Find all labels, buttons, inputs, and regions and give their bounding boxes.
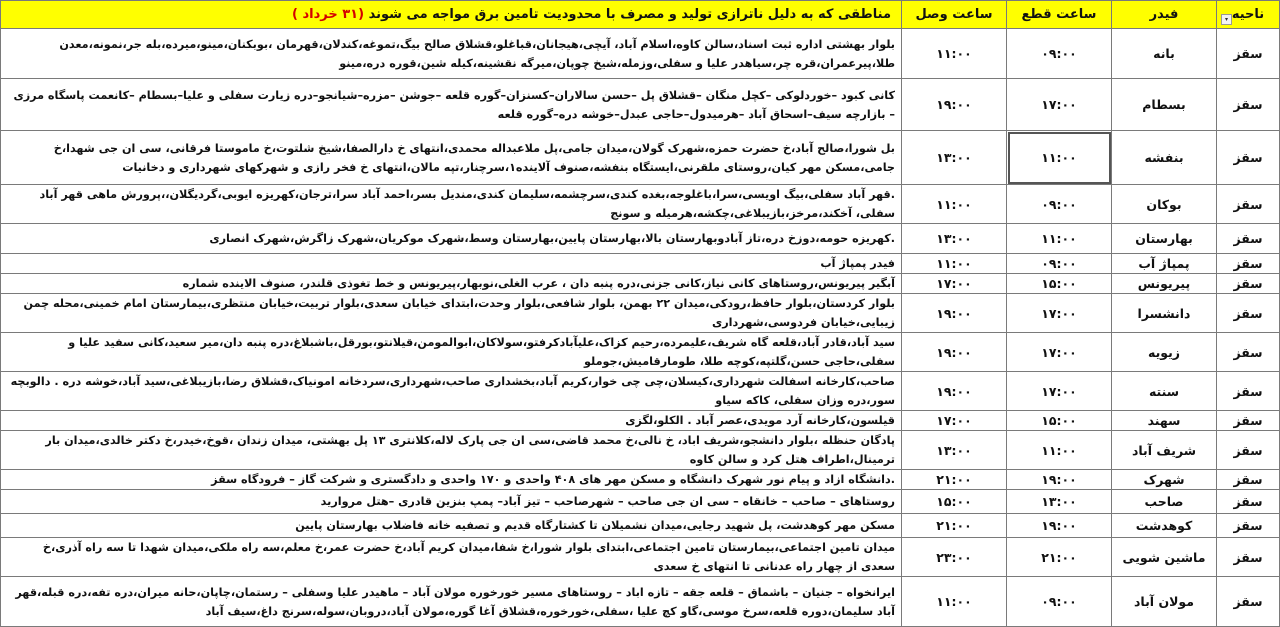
cell-feeder[interactable]: صاحب: [1112, 490, 1217, 514]
cell-feeder[interactable]: کوهدشت: [1112, 514, 1217, 538]
cell-cut-time[interactable]: ۱۵:۰۰: [1007, 274, 1112, 294]
cell-feeder[interactable]: شریف آباد: [1112, 431, 1217, 470]
cell-connect-time[interactable]: ۲۱:۰۰: [902, 470, 1007, 490]
cell-areas[interactable]: سید آباد،قادر آباد،قلعه گاه شریف،علیمرده،رحیم کزاک،علیآبادکرفتو،سولاکان،ابوالمومن،قیلانتو،بورقل،باشبلاغ،دره پنبه دان،میر سعید،کانی سفید علیا و سفلی،حاجی حسن،گلتپه،کوچه طلا، طومارقامیش،جوملو: [1, 333, 902, 372]
cell-cut-time[interactable]: ۱۱:۰۰: [1007, 431, 1112, 470]
cell-region[interactable]: سقز: [1217, 372, 1280, 411]
cell-areas[interactable]: قیلسون،کارخانه آرد مویدی،عصر آباد . الکلو،لگزی: [1, 411, 902, 431]
header-areas-date: (۳۱ خرداد ): [291, 7, 365, 22]
cell-areas[interactable]: مسکن مهر کوهدشت، پل شهید رجایی،میدان نشمیلان تا کشتارگاه قدیم و تصفیه خانه فاضلاب بهارستان پایین: [1, 514, 902, 538]
cell-region[interactable]: سقز: [1217, 254, 1280, 274]
cell-region[interactable]: سقز: [1217, 514, 1280, 538]
cell-region[interactable]: سقز: [1217, 131, 1280, 185]
cell-cut-time[interactable]: ۱۷:۰۰: [1007, 79, 1112, 131]
cell-areas[interactable]: آبگیر پیریونس،روستاهای کانی نیاز،کانی جزنی،دره پنبه دان ، عرب الغلی،نوبهار،پیریونس و خط تغوذی قلندر، صنوف الاینده شماره: [1, 274, 902, 294]
cell-connect-time[interactable]: ۱۹:۰۰: [902, 294, 1007, 333]
cell-cut-time[interactable]: ۱۹:۰۰: [1007, 470, 1112, 490]
table-row: [1, 254, 1280, 274]
table-row: [1, 490, 1280, 514]
cell-region[interactable]: سقز: [1217, 490, 1280, 514]
cell-cut-time[interactable]: ۲۱:۰۰: [1007, 538, 1112, 577]
cell-feeder[interactable]: بانه: [1112, 29, 1217, 79]
table-row: [1, 333, 1280, 372]
cell-areas[interactable]: .دانشگاه ازاد و پیام نور شهرک دانشگاه و مسکن مهر های ۴۰۸ واحدی و ۱۷۰ واحدی و دادگستری و شرکت گاز – فرودگاه سقز: [1, 470, 902, 490]
table-row: [1, 372, 1280, 411]
cell-feeder[interactable]: بوکان: [1112, 185, 1217, 224]
cell-areas[interactable]: میدان تامین اجتماعی،بیمارستان تامین اجتماعی،ابتدای بلوار شورا،خ شفا،میدان کریم آباد،خ حضرت عمر،خ معلم،سه راه ملکی،میدان شهدا تا سه راه آذری،خ سعدی از چهار راه عدنانی تا انتهای خ سعدی: [1, 538, 902, 577]
table-row: [1, 274, 1280, 294]
cell-areas[interactable]: بلوار کردستان،بلوار حافظ،رودکی،میدان ۲۲ بهمن، بلوار شافعی،بلوار وحدت،ابتدای خیابان سعدی،بلوار تربیت،خیابان منتظری،بیمارستان امام خمینی،محله چمن زیبایی،خیابان فردوسی،شهرداری: [1, 294, 902, 333]
cell-cut-time[interactable]: ۰۹:۰۰: [1007, 577, 1112, 627]
cell-region[interactable]: سقز: [1217, 274, 1280, 294]
header-cut-time[interactable]: ساعت قطع: [1007, 1, 1112, 29]
cell-region[interactable]: سقز: [1217, 538, 1280, 577]
cell-region[interactable]: سقز: [1217, 79, 1280, 131]
cell-areas[interactable]: ایرانخواه – جنیان – باشماق – قلعه جقه – تازه اباد – روستاهای مسیر خورخوره مولان آباد – ماهیدر علیا وسفلی – رستمان،چاپان،حانه میران،دره تفه،دره قبله،قهر آباد سلیمان،دوره قلعه،سرخ موسی،گاو کچ علیا ،سفلی،خورخوره،قشلاق آغا گوره،مولان آباد،دروبان،سوله،سرنج داغ،سیف آباد: [1, 577, 902, 627]
header-areas[interactable]: [1, 1, 902, 29]
cell-cut-time[interactable]: ۱۹:۰۰: [1007, 514, 1112, 538]
cell-region[interactable]: سقز: [1217, 333, 1280, 372]
cell-feeder[interactable]: بنفشه: [1112, 131, 1217, 185]
cell-areas[interactable]: روستاهای – صاحب – خانقاه – سی ان جی صاحب – شهرصاحب – تیز آباد– پمپ بنزین قادری –هتل مروارید: [1, 490, 902, 514]
cell-connect-time[interactable]: ۱۳:۰۰: [902, 131, 1007, 185]
cell-feeder[interactable]: زیویه: [1112, 333, 1217, 372]
cell-connect-time[interactable]: ۲۳:۰۰: [902, 538, 1007, 577]
cell-feeder[interactable]: پمپاژ آب: [1112, 254, 1217, 274]
cell-connect-time[interactable]: ۱۹:۰۰: [902, 333, 1007, 372]
cell-areas[interactable]: .قهر آباد سفلی،بیگ اویسی،سرا،باغلوجه،بغده کندی،سرچشمه،سلیمان کندی،مندیل بسر،احمد آباد سرا،ترجان،کهریزه ایوبی،گردیگلان،،پرورش ماهی قهر آباد سفلی، آخکند،مرخز،بازیبلاغی،چکشه،هرمیله و سونج: [1, 185, 902, 224]
cell-connect-time[interactable]: ۱۷:۰۰: [902, 274, 1007, 294]
cell-connect-time[interactable]: ۱۱:۰۰: [902, 254, 1007, 274]
cell-cut-time[interactable]: ۱۷:۰۰: [1007, 333, 1112, 372]
cell-cut-time[interactable]: ۱۱:۰۰: [1007, 131, 1112, 185]
cell-cut-time[interactable]: ۱۷:۰۰: [1007, 294, 1112, 333]
cell-connect-time[interactable]: ۱۱:۰۰: [902, 185, 1007, 224]
cell-region[interactable]: سقز: [1217, 224, 1280, 254]
cell-region[interactable]: سقز: [1217, 29, 1280, 79]
header-areas-title: مناطقی که به دلیل ناترازی تولید و مصرف با محدودیت تامین برق مواجه می شوند: [368, 7, 891, 22]
table-row: [1, 431, 1280, 470]
cell-connect-time[interactable]: ۱۹:۰۰: [902, 372, 1007, 411]
table-row: [1, 470, 1280, 490]
cell-areas[interactable]: بلوار بهشتی اداره ثبت اسناد،سالن کاوه،اسلام آباد، آیچی،هیجانان،قباغلو،قشلاق صالح بیگ،تموغه،کندلان،قهرمان ،بوبکنان،مینو،میرده،بله جر،نمونه،معدن طلا،پیرعمران،قره چر،سیاهدر علیا و سفلی،وزمله،شیخ چوپان،میرگه نقشینه،کیله شین،قوره دره،مینو: [1, 29, 902, 79]
cell-feeder[interactable]: سنته: [1112, 372, 1217, 411]
cell-region[interactable]: سقز: [1217, 411, 1280, 431]
cell-feeder[interactable]: بسطام: [1112, 79, 1217, 131]
cell-connect-time[interactable]: ۱۹:۰۰: [902, 79, 1007, 131]
cell-connect-time[interactable]: ۱۳:۰۰: [902, 224, 1007, 254]
table-row: [1, 577, 1280, 627]
table-row: [1, 79, 1280, 131]
cell-connect-time[interactable]: ۱۱:۰۰: [902, 29, 1007, 79]
cell-areas[interactable]: پادگان حنظله ،بلوار دانشجو،شریف اباد، خ نالی،خ محمد قاضی،سی ان جی پارک لاله،کلانتری ۱۳ پل بهشتی، میدان زندان ،قوخ،خیدر،خ دکتر خالدی،میدان بار ترمینال،اطراف هتل کرد و سالن کاوه: [1, 431, 902, 470]
header-region[interactable]: [1217, 1, 1280, 29]
cell-region[interactable]: سقز: [1217, 185, 1280, 224]
cell-connect-time[interactable]: ۱۳:۰۰: [902, 431, 1007, 470]
cell-cut-time[interactable]: ۰۹:۰۰: [1007, 29, 1112, 79]
table-row: [1, 514, 1280, 538]
header-row: [1, 1, 1280, 29]
cell-feeder[interactable]: بهارستان: [1112, 224, 1217, 254]
cell-areas[interactable]: .کهریزه حومه،دوزخ دره،تاز آبادوبهارستان بالا،بهارستان پایین،بهارستان وسط،شهرک موکریان،شهرک زاگرش،شهرک انصاری: [1, 224, 902, 254]
cell-connect-time[interactable]: ۱۵:۰۰: [902, 490, 1007, 514]
cell-cut-time[interactable]: ۱۱:۰۰: [1007, 224, 1112, 254]
cell-areas[interactable]: فیدر پمپاژ آب: [1, 254, 902, 274]
cell-feeder[interactable]: دانشسرا: [1112, 294, 1217, 333]
cell-feeder[interactable]: مولان آباد: [1112, 577, 1217, 627]
cell-region[interactable]: سقز: [1217, 577, 1280, 627]
cell-connect-time[interactable]: ۱۱:۰۰: [902, 577, 1007, 627]
cell-areas[interactable]: بل شورا،صالح آباد،خ حضرت حمزه،شهرک گولان،میدان جامی،پل ملاعبداله محمدی،انتهای خ دارالصفا،شیخ شلتوت،خ ماموستا فرقانی، سی ان جی شهدا،خ جامی،مسکن مهر کیان،روستای ملقرنی،ایستگاه بنفشه،صنوف آلاینده۱،سرچنار،تپه مالان،انتهای خ فخر رازی و شهرکهای شهرداری و دخانیات: [1, 131, 902, 185]
cell-region[interactable]: سقز: [1217, 470, 1280, 490]
cell-cut-time[interactable]: ۰۹:۰۰: [1007, 185, 1112, 224]
cell-feeder[interactable]: سهند: [1112, 411, 1217, 431]
cell-connect-time[interactable]: ۱۷:۰۰: [902, 411, 1007, 431]
cell-areas[interactable]: کانی کبود –خوردلوکی –کچل منگان –قشلاق پل –حسن سالاران–کسنزان–گوره قلعه –جوشن –مزره–شیانجو–دره زیارت سفلی و علیا–بسطام –کانعمت پاسگاه مرزی – بازارچه سیف–اسحاق آباد –هرمیدول–حاجی عبدل–خوشه دره–گوره قلعه: [1, 79, 902, 131]
cell-feeder[interactable]: شهرک: [1112, 470, 1217, 490]
table-row: [1, 29, 1280, 79]
table-row: [1, 294, 1280, 333]
cell-cut-time[interactable]: ۱۷:۰۰: [1007, 372, 1112, 411]
cell-connect-time[interactable]: ۲۱:۰۰: [902, 514, 1007, 538]
cell-areas[interactable]: صاحب،کارخانه اسفالت شهرداری،کیسلان،چی چی خوار،کریم آباد،بخشداری صاحب،شهرداری،سردخانه امونیاک،قشلاق رضا،بازیبلاغی،سید آباد،خوشه دره . دالوبچه سور،دره وزان سفلی، کاکه سیاو: [1, 372, 902, 411]
table-row: [1, 131, 1280, 185]
cell-feeder[interactable]: پیریونس: [1112, 274, 1217, 294]
header-feeder[interactable]: فیدر: [1112, 1, 1217, 29]
cell-region[interactable]: سقز: [1217, 294, 1280, 333]
cell-cut-time[interactable]: ۰۹:۰۰: [1007, 254, 1112, 274]
cell-feeder[interactable]: ماشین شویی: [1112, 538, 1217, 577]
filter-dropdown-icon[interactable]: ▾: [1221, 14, 1232, 25]
header-connect-time[interactable]: ساعت وصل: [902, 1, 1007, 29]
table-row: [1, 185, 1280, 224]
table-row: [1, 411, 1280, 431]
table-row: [1, 224, 1280, 254]
table-row: [1, 538, 1280, 577]
cell-cut-time[interactable]: ۱۵:۰۰: [1007, 411, 1112, 431]
header-region-label: ناحیه: [1231, 7, 1265, 22]
cell-region[interactable]: سقز: [1217, 431, 1280, 470]
cell-cut-time[interactable]: ۱۳:۰۰: [1007, 490, 1112, 514]
